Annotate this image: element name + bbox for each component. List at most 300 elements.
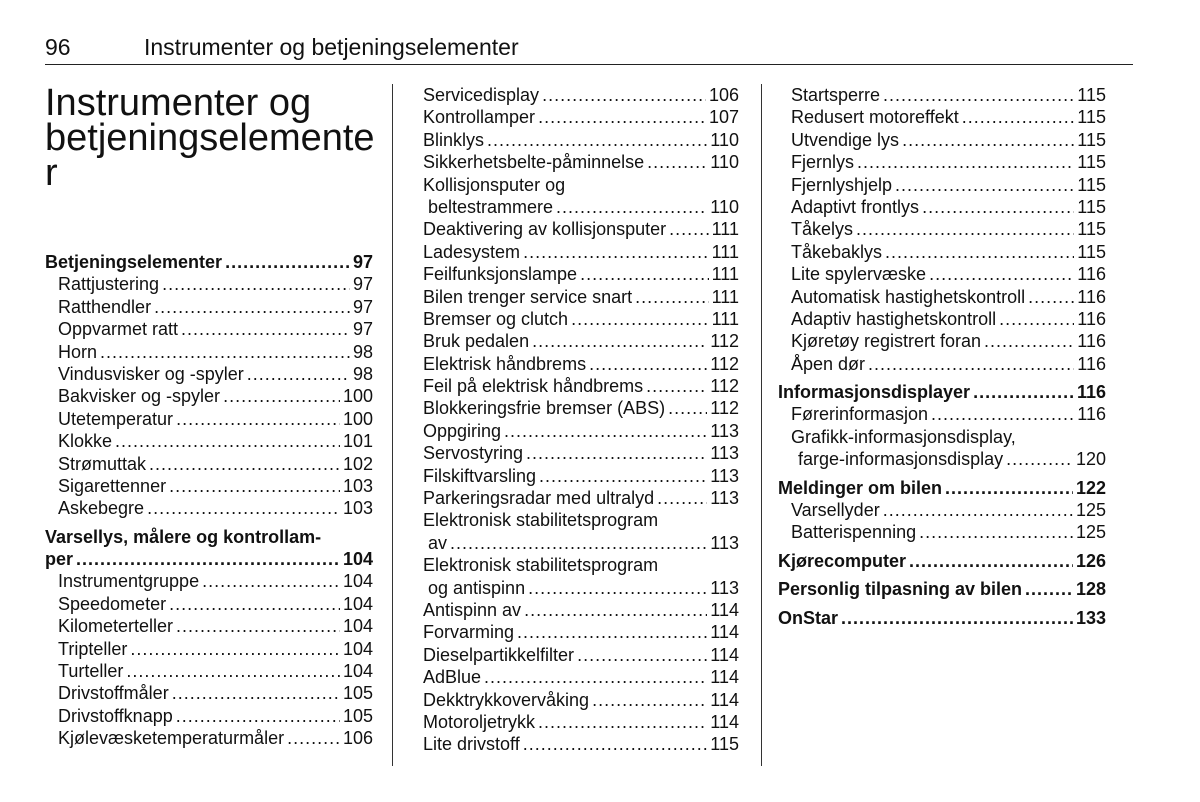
toc-label: Dieselpartikkelfilter: [423, 644, 575, 665]
toc-page: 115: [1077, 85, 1106, 105]
leader-dots: [984, 330, 1074, 352]
toc-section-informasjonsdisplayer[interactable]: [778, 381, 1106, 403]
toc-list: [423, 84, 739, 174]
leader-dots: [646, 375, 707, 397]
toc-label: Sigarettenner: [58, 475, 167, 496]
toc-label: Adaptivt frontlys: [791, 196, 920, 217]
toc-entry[interactable]: [778, 106, 1106, 128]
toc-label: Kjørecomputer: [778, 550, 907, 571]
toc-page: 111: [711, 308, 739, 329]
leader-dots: [526, 442, 707, 464]
leader-dots: [669, 218, 709, 240]
toc-entry[interactable]: [423, 375, 739, 397]
leader-dots: [176, 408, 340, 430]
toc-page: 115: [1077, 152, 1106, 173]
toc-page: 111: [711, 286, 739, 307]
leader-dots: [176, 615, 340, 637]
leader-dots: [181, 318, 350, 340]
toc-label: AdBlue: [423, 667, 482, 688]
toc-page: 104: [342, 571, 373, 592]
leader-dots: [504, 420, 707, 442]
toc-label: Fjernlyshjelp: [791, 174, 893, 195]
toc-entry[interactable]: [423, 218, 739, 240]
toc-page: 116: [1077, 308, 1106, 329]
toc-entry-grafikk-line1[interactable]: Grafikk-informasjonsdisplay,: [791, 426, 1016, 447]
toc-entry[interactable]: [423, 733, 739, 755]
toc-entry[interactable]: [778, 218, 1106, 240]
leader-dots: [841, 607, 1073, 629]
toc-entry[interactable]: [778, 353, 1106, 375]
toc-page: 104: [342, 593, 373, 614]
leader-dots: [571, 308, 709, 330]
leader-dots: [909, 550, 1073, 572]
toc-page: 113: [710, 420, 739, 441]
toc-page: 114: [710, 667, 739, 688]
toc-label: OnStar: [778, 607, 839, 628]
leader-dots: [883, 84, 1074, 106]
toc-entry[interactable]: [45, 296, 373, 318]
toc-page: 97: [352, 319, 373, 340]
toc-entry[interactable]: [45, 682, 373, 704]
leader-dots: [517, 621, 707, 643]
toc-label: og antispinn: [428, 577, 526, 598]
leader-dots: [580, 263, 709, 285]
leader-dots: [154, 296, 350, 318]
toc-label: per: [45, 549, 74, 570]
toc-page: 101: [342, 431, 373, 452]
toc-entry[interactable]: [45, 727, 373, 749]
toc-label: Blinklys: [423, 129, 485, 150]
toc-label: Ladesystem: [423, 241, 521, 262]
toc-entry[interactable]: [423, 689, 739, 711]
toc-page: 102: [342, 453, 373, 474]
toc-page: 103: [342, 475, 373, 496]
toc-entry[interactable]: [778, 129, 1106, 151]
toc-entry-esp-av-line1[interactable]: Elektronisk stabilitetsprogram: [423, 510, 659, 531]
toc-label: Tåkelys: [791, 219, 854, 240]
toc-section-varsellys[interactable]: [45, 548, 373, 570]
toc-label: Askebegre: [58, 498, 145, 519]
chapter-title-line: betjeningselemente: [45, 117, 375, 159]
toc-entry[interactable]: [45, 593, 373, 615]
toc-label: Speedometer: [58, 593, 167, 614]
toc-entry[interactable]: [778, 196, 1106, 218]
leader-dots: [287, 727, 340, 749]
toc-entry[interactable]: [778, 286, 1106, 308]
toc-label: Startsperre: [791, 85, 881, 105]
toc-page: 98: [352, 341, 373, 362]
toc-page: 104: [342, 638, 373, 659]
toc-label: Bremser og clutch: [423, 308, 569, 329]
toc-label: Klokke: [58, 431, 113, 452]
chapter-title-line: Instrumenter og: [45, 82, 312, 124]
toc-page: 116: [1077, 331, 1106, 352]
leader-dots: [528, 577, 707, 599]
toc-entry[interactable]: [45, 475, 373, 497]
leader-dots: [523, 733, 708, 755]
leader-dots: [962, 106, 1075, 128]
toc-page: 104: [342, 661, 373, 682]
toc-list: [423, 599, 739, 756]
leader-dots: [868, 353, 1074, 375]
toc-page: 97: [352, 274, 373, 295]
toc-entry[interactable]: [423, 330, 739, 352]
leader-dots: [126, 660, 340, 682]
leader-dots: [592, 689, 707, 711]
toc-page: 113: [710, 577, 739, 598]
toc-section-varsellys-line1[interactable]: Varsellys, målere og kontrollam-: [45, 526, 322, 547]
leader-dots: [945, 477, 1073, 499]
toc-page: 114: [710, 599, 739, 620]
toc-page: 115: [1077, 107, 1106, 128]
running-title: Instrumenter og betjeningselementer: [144, 34, 519, 60]
toc-page: 110: [710, 129, 739, 150]
toc-list: [778, 84, 1106, 375]
toc-entry[interactable]: [778, 174, 1106, 196]
toc-entry[interactable]: [423, 397, 739, 419]
toc-page: 104: [342, 616, 373, 637]
page-number: 96: [45, 34, 71, 60]
toc-label: Personlig tilpasning av bilen: [778, 579, 1023, 600]
toc-entry[interactable]: [778, 151, 1106, 173]
leader-dots: [929, 263, 1074, 285]
toc-page: 115: [1077, 174, 1106, 195]
leader-dots: [538, 711, 707, 733]
toc-entry[interactable]: [45, 453, 373, 475]
chapter-title-line: r: [45, 152, 58, 194]
toc-page: 112: [710, 353, 739, 374]
leader-dots: [172, 682, 340, 704]
leader-dots: [657, 487, 707, 509]
leader-dots: [542, 84, 706, 106]
toc-page: 114: [710, 644, 739, 665]
toc-column-3: [778, 84, 1106, 629]
toc-entry[interactable]: [778, 499, 1106, 521]
toc-page: 125: [1075, 500, 1106, 521]
toc-label: Oppvarmet ratt: [58, 319, 179, 340]
toc-entry[interactable]: [778, 84, 1106, 106]
leader-dots: [202, 570, 340, 592]
toc-entry[interactable]: [423, 286, 739, 308]
toc-label: Kjøretøy registrert foran: [791, 331, 982, 352]
toc-page: 111: [711, 219, 739, 240]
leader-dots: [556, 196, 707, 218]
leader-dots: [115, 430, 340, 452]
toc-entry[interactable]: [423, 711, 739, 733]
toc-page: 116: [1077, 286, 1106, 307]
leader-dots: [919, 521, 1073, 543]
toc-entry[interactable]: [423, 420, 739, 442]
toc-entry-kollisjon[interactable]: [423, 196, 739, 218]
toc-label: Drivstoffmåler: [58, 683, 169, 704]
page-header: [45, 34, 1133, 65]
toc-entry[interactable]: [423, 151, 739, 173]
toc-page: 122: [1075, 477, 1106, 498]
toc-label: Bakvisker og -spyler: [58, 386, 221, 407]
toc-label: Strømuttak: [58, 453, 147, 474]
toc-label: Informasjonsdisplayer: [778, 382, 971, 403]
toc-entry[interactable]: [45, 363, 373, 385]
toc-entry[interactable]: [423, 465, 739, 487]
leader-dots: [577, 644, 707, 666]
toc-page: 115: [1077, 219, 1106, 240]
toc-label: Lite drivstoff: [423, 734, 520, 755]
toc-label: Elektrisk håndbrems: [423, 353, 587, 374]
toc-label: Åpen dør: [791, 353, 866, 374]
leader-dots: [589, 353, 707, 375]
toc-page: 105: [342, 705, 373, 726]
toc-entry[interactable]: [778, 403, 1106, 425]
toc-page: 100: [342, 408, 373, 429]
toc-label: Instrumentgruppe: [58, 571, 200, 592]
toc-label: Feil på elektrisk håndbrems: [423, 376, 644, 397]
toc-entry[interactable]: [778, 308, 1106, 330]
toc-entry[interactable]: [45, 497, 373, 519]
toc-page: 113: [710, 532, 739, 553]
toc-page: 112: [710, 376, 739, 397]
toc-entry[interactable]: [45, 273, 373, 295]
toc-entry-kollisjon-line1[interactable]: Kollisjonsputer og: [423, 174, 566, 195]
toc-page: 128: [1075, 579, 1106, 600]
toc-entry[interactable]: [423, 263, 739, 285]
leader-dots: [973, 381, 1074, 403]
toc-entry[interactable]: [423, 353, 739, 375]
toc-page: 115: [1077, 129, 1106, 150]
toc-label: beltestrammere: [428, 196, 554, 217]
leader-dots: [539, 465, 707, 487]
toc-entry[interactable]: [423, 666, 739, 688]
toc-page: 115: [710, 734, 739, 755]
leader-dots: [668, 397, 707, 419]
leader-dots: [484, 666, 707, 688]
toc-page: 111: [711, 264, 739, 285]
toc-label: Turteller: [58, 661, 124, 682]
leader-dots: [895, 174, 1074, 196]
toc-section-kjorecomputer[interactable]: [778, 550, 1106, 572]
toc-label: Bilen trenger service snart: [423, 286, 633, 307]
toc-entry[interactable]: [423, 644, 739, 666]
toc-entry[interactable]: [45, 570, 373, 592]
toc-page: 105: [342, 683, 373, 704]
toc-label: Servostyring: [423, 443, 524, 464]
toc-label: Ratthendler: [58, 296, 152, 317]
toc-label: Horn: [58, 341, 98, 362]
toc-label: Deaktivering av kollisjonsputer: [423, 219, 667, 240]
toc-entry[interactable]: [423, 106, 739, 128]
toc-label: Utetemperatur: [58, 408, 174, 429]
toc-entry[interactable]: [423, 487, 739, 509]
column-divider: [392, 84, 393, 766]
toc-page: 116: [1077, 264, 1106, 285]
toc-label: Feilfunksjonslampe: [423, 264, 578, 285]
leader-dots: [885, 241, 1074, 263]
leader-dots: [532, 330, 707, 352]
toc-entry[interactable]: [778, 330, 1106, 352]
leader-dots: [931, 403, 1074, 425]
leader-dots: [149, 453, 340, 475]
toc-page: 100: [342, 386, 373, 407]
toc-label: Kjølevæsketemperaturmåler: [58, 728, 285, 749]
toc-page: 120: [1075, 449, 1106, 470]
leader-dots: [538, 106, 706, 128]
toc-section-onstar[interactable]: [778, 607, 1106, 629]
toc-page: 116: [1077, 353, 1106, 374]
leader-dots: [922, 196, 1074, 218]
toc-page: 116: [1077, 404, 1106, 425]
toc-label: Kontrollamper: [423, 107, 536, 128]
toc-label: Servicedisplay: [423, 85, 540, 105]
toc-column-1: [45, 251, 373, 750]
leader-dots: [523, 241, 709, 263]
toc-page: 111: [711, 241, 739, 262]
leader-dots: [487, 129, 707, 151]
toc-section-personlig[interactable]: [778, 578, 1106, 600]
toc-list: [45, 273, 373, 519]
toc-label: Lite spylervæske: [791, 264, 927, 285]
toc-label: av: [428, 532, 448, 553]
toc-page: 110: [710, 152, 739, 173]
column-divider: [761, 84, 762, 766]
toc-page: 112: [710, 398, 739, 419]
toc-page: 115: [1077, 196, 1106, 217]
toc-label: Kilometerteller: [58, 616, 174, 637]
toc-entry-esp-antispinn[interactable]: [423, 577, 739, 599]
toc-page: 113: [710, 443, 739, 464]
toc-entry[interactable]: [45, 408, 373, 430]
toc-label: Sikkerhetsbelte-påminnelse: [423, 152, 645, 173]
toc-label: Tripteller: [58, 638, 128, 659]
toc-page: 103: [342, 498, 373, 519]
leader-dots: [169, 475, 340, 497]
leader-dots: [225, 251, 350, 273]
toc-page: 114: [710, 622, 739, 643]
leader-dots: [450, 532, 707, 554]
toc-entry[interactable]: [423, 442, 739, 464]
toc-entry[interactable]: [423, 308, 739, 330]
toc-page: 104: [342, 549, 373, 570]
toc-column-2: [423, 84, 739, 756]
toc-page: 114: [710, 711, 739, 732]
toc-entry[interactable]: [45, 638, 373, 660]
toc-page: 110: [710, 196, 739, 217]
toc-label: Rattjustering: [58, 274, 160, 295]
leader-dots: [169, 593, 340, 615]
toc-label: Betjeningselementer: [45, 252, 223, 272]
toc-list: [778, 499, 1106, 544]
toc-page: 98: [352, 363, 373, 384]
toc-page: 113: [710, 465, 739, 486]
toc-page: 113: [710, 488, 739, 509]
toc-entry[interactable]: [45, 341, 373, 363]
leader-dots: [176, 705, 340, 727]
toc-label: Batterispenning: [791, 522, 917, 543]
toc-label: Meldinger om bilen: [778, 477, 943, 498]
toc-label: farge-informasjonsdisplay: [798, 449, 1004, 470]
toc-label: Vindusvisker og -spyler: [58, 363, 244, 384]
leader-dots: [1006, 448, 1073, 470]
toc-entry-esp-antispinn-line1[interactable]: Elektronisk stabilitetsprogram: [423, 555, 659, 576]
toc-entry[interactable]: [423, 599, 739, 621]
toc-page: 106: [342, 728, 373, 749]
toc-entry[interactable]: [45, 430, 373, 452]
toc-list: [778, 403, 1106, 425]
leader-dots: [857, 151, 1074, 173]
toc-label: Førerinformasjon: [791, 404, 929, 425]
toc-entry[interactable]: [423, 621, 739, 643]
leader-dots: [100, 341, 350, 363]
toc-entry[interactable]: [778, 521, 1106, 543]
toc-label: Varsellyder: [791, 500, 880, 521]
toc-entry-esp-av[interactable]: [423, 532, 739, 554]
toc-label: Drivstoffknapp: [58, 705, 173, 726]
leader-dots: [223, 385, 340, 407]
leader-dots: [1028, 286, 1074, 308]
toc-entry[interactable]: [423, 129, 739, 151]
toc-label: Utvendige lys: [791, 129, 900, 150]
leader-dots: [635, 286, 709, 308]
leader-dots: [883, 499, 1073, 521]
toc-label: Redusert motoreffekt: [791, 107, 959, 128]
leader-dots: [999, 308, 1074, 330]
leader-dots: [1025, 578, 1073, 600]
toc-label: Filskiftvarsling: [423, 465, 537, 486]
leader-dots: [902, 129, 1074, 151]
toc-section-betjeningselementer[interactable]: [45, 251, 373, 273]
leader-dots: [647, 151, 707, 173]
toc-page: 125: [1075, 522, 1106, 543]
toc-label: Tåkebaklys: [791, 241, 883, 262]
toc-entry[interactable]: [45, 660, 373, 682]
toc-entry[interactable]: [45, 705, 373, 727]
toc-label: Parkeringsradar med ultralyd: [423, 488, 655, 509]
toc-page: 97: [352, 252, 373, 272]
leader-dots: [856, 218, 1074, 240]
leader-dots: [147, 497, 340, 519]
toc-section-meldinger[interactable]: [778, 477, 1106, 499]
toc-page: 114: [710, 689, 739, 710]
toc-page: 116: [1076, 382, 1106, 403]
toc-label: Bruk pedalen: [423, 331, 530, 352]
toc-entry[interactable]: [423, 241, 739, 263]
toc-entry[interactable]: [423, 84, 739, 106]
leader-dots: [524, 599, 707, 621]
toc-label: Forvarming: [423, 622, 515, 643]
toc-entry[interactable]: [45, 615, 373, 637]
leader-dots: [247, 363, 350, 385]
toc-page: 126: [1075, 550, 1106, 571]
leader-dots: [130, 638, 340, 660]
toc-list: [45, 570, 373, 749]
toc-page: 115: [1077, 241, 1106, 262]
toc-entry[interactable]: [45, 318, 373, 340]
chapter-title: [45, 82, 375, 194]
toc-entry-grafikk[interactable]: [778, 448, 1106, 470]
toc-label: Adaptiv hastighetskontroll: [791, 308, 997, 329]
toc-page: 112: [710, 331, 739, 352]
toc-label: Motoroljetrykk: [423, 711, 536, 732]
toc-label: Blokkeringsfrie bremser (ABS): [423, 398, 666, 419]
toc-entry[interactable]: [778, 263, 1106, 285]
toc-entry[interactable]: [45, 385, 373, 407]
toc-label: Automatisk hastighetskontroll: [791, 286, 1026, 307]
toc-list: [423, 218, 739, 509]
toc-page: 107: [708, 107, 739, 128]
toc-label: Antispinn av: [423, 599, 522, 620]
toc-label: Dekktrykkovervåking: [423, 689, 590, 710]
toc-entry[interactable]: [778, 241, 1106, 263]
leader-dots: [162, 273, 350, 295]
toc-page: 133: [1075, 607, 1106, 628]
